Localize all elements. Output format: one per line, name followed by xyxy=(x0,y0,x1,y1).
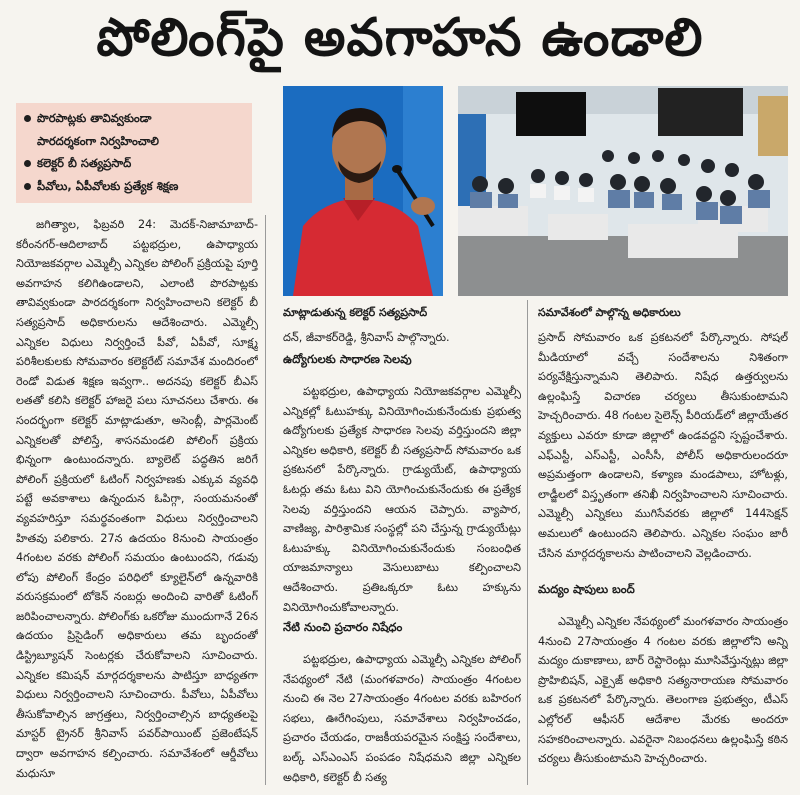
subheading-holiday: ఉద్యోగులకు సాధారణ సెలవు xyxy=(283,352,412,366)
article-column-2-lead xyxy=(283,328,521,350)
highlight-item: పారదర్శకంగా నిర్వహించాలి xyxy=(37,133,159,148)
page-title: పోలింగ్‌పై అవగాహన ఉండాలి xyxy=(96,7,704,68)
article-column-2-b xyxy=(283,650,521,790)
article-paragraph: ఎమ్మెల్సీ ఎన్నికల నేపథ్యంలో మంగళవారం సాయంత్రం 4నుంచి 27సాయంత్రం 4 గంటల వరకు జిల్లాలోని అన్ని మద్యం దుకాణాలు, బార్ రెస్టారెంట్లు మూసివేస్తున్నట్లు జిల్లా ప్రొహిబిషన్, ఎక్సైజ్ అధికారి సత్యనారాయణ సోమవారం ఒక ప్రకటనలో పేర్కొన్నారు. తెలంగాణ ప్రభుత్వం, టీఎస్ ఎల్లోరల్ ఆఫీసర్ ఆదేశాల మేరకు అందరూ సహకరించాలన్నారు. ఎవరైనా నిబంధనలు ఉల్లంఘిస్తే కఠిన చర్యలు తీసుకుంటామని హెచ్చరించారు. xyxy=(538,615,788,766)
column-divider xyxy=(527,300,528,785)
subheading-campaign-ban: నేటి నుంచి ప్రచారం నిషేధం xyxy=(283,620,403,634)
column-divider xyxy=(265,215,266,785)
article-column-3 xyxy=(538,328,788,578)
meeting-photo xyxy=(458,86,788,296)
bullet-icon xyxy=(24,183,31,190)
article-column-2 xyxy=(283,382,521,616)
highlight-item: పొరపాట్లకు తావివ్వకుండా xyxy=(24,107,246,130)
article-column-1 xyxy=(16,215,258,785)
article-paragraph: పట్టభద్రుల, ఉపాధ్యాయ ఎమ్మెల్సీ ఎన్నికల పోలింగ్ నేపథ్యంలో నేటి (మంగళవారం) సాయంత్రం 4గంటల నుంచి ఈ నెల 27సాయంత్రం 4గంటల వరకు బహిరంగ సభలు, ఊరేగింపులు, సమావేశాలు నిర్వహించడం, ప్రచారం చేయడం, రాజకీయపరమైన సంక్షిప్త సందేశాలు, బల్క్ ఎస్ఎంఎస్ పంపడం నిషేధమని జిల్లా ఎన్నికల అధికారి, కలెక్టర్ బీ సత్య xyxy=(283,653,521,784)
collector-photo xyxy=(283,86,443,296)
collector-illustration xyxy=(283,86,443,296)
article-paragraph: దన్, జీవాకర్‌రెడ్డి, శ్రీనివాస్ పాల్గొన్నారు. xyxy=(283,331,450,344)
photo-caption-left: మాట్లాడుతున్న కలెక్టర్ సత్యప్రసాద్ xyxy=(283,306,428,319)
photo-caption-right: సమావేశంలో పాల్గొన్న అధికారులు xyxy=(538,306,681,319)
article-column-3-b xyxy=(538,612,788,790)
article-paragraph: పట్టభద్రుల, ఉపాధ్యాయ నియోజకవర్గాల ఎమ్మెల్సీ ఎన్నికల్లో ఓటుహక్కు వినియోగించుకునేందుకు ప్రభుత్వ ఉద్యోగులకు ప్రత్యేక సాధారణ సెలవు వర్తిస్తుందని జిల్లా ఎన్నికల అధికారి, కలెక్టర్ బీ సత్యప్రసాద్ సోమవారం ఒక ప్రకటనలో పేర్కొన్నారు. గ్రాడ్యుయేట్, ఉపాధ్యాయ ఓటర్లు తమ ఓటు విని యోగించుకునేందుకు ఈ ప్రత్యేక సెలవు వర్తిస్తుందని ఆయన చెప్పారు. వ్యాపార, వాణిజ్య, పారిశ్రామిక సంస్థల్లో పని చేస్తున్న గ్రాడ్యుయేట్లు ఓటుహక్కు వినియోగించుకునేందుకు సంబంధిత యాజమాన్యాలు వెసులుబాటు కల్పించాలని ఆదేశించారు. ప్రతిఒక్కరూ ఓటు హక్కును వినియోగించుకోవాలన్నారు. xyxy=(283,385,521,614)
article-paragraph: జగిత్యాల, ఫిబ్రవరి 24: మెదక్‌-నిజామాబాద్‌-కరీంనగర్‌-ఆదిలాబాద్ పట్టభద్రుల, ఉపాధ్యాయ నియోజకవర్గాల ఎమ్మెల్సీ ఎన్నికల పోలింగ్ ప్రక్రియపై పూర్తి అవగాహన కలిగిఉండాలని, ఎలాంటి పొరపాట్లకు తావివ్వకుండా పారదర్శకంగా నిర్వహించాలని కలెక్టర్ బీ సత్యప్రసాద్ అధికారులను ఆదేశించారు. ఎమ్మెల్సీ ఎన్నికల విధులు నిర్వర్తించే పీవో, ఏపీవో, సూక్ష్మ పరిశీలకులకు సోమవారం కలెక్టరేట్ సమావేశ మందిరంలో రెండో విడుత శిక్షణ ఇవ్వగా.. అదనపు కలెక్టర్ బీఎస్ లతతో కలిసి కలెక్టర్ హాజరై పలు సూచనలు చేశారు. ఈ సందర్భంగా కలెక్టర్ మాట్లాడుతూ, అసెంబ్లీ, పార్లమెంట్ ఎన్నికలతో పోలిస్తే, శాసనమండలి పోలింగ్ ప్రక్రియ భిన్నంగా ఉంటుందన్నారు. బ్యాలెట్ పద్ధతిన జరిగే పోలింగ్ ప్రక్రియలో ఓటింగ్ నిర్వహణకు ఎక్కువ వ్యవధి పట్టే అవకాశాలు ఉన్నందున ఓపిగ్గా, సంయమనంతో వ్యవహరిస్తూ సమర్థవంతంగా విధులు నిర్వర్తించాలని హితవు పలికారు. 27న ఉదయం 8నుంచి సాయంత్రం 4గంటల వరకు పోలింగ్ సమయం ఉంటుందని, గడువు లోపు పోలింగ్ కేంద్రం పరిధిలో క్యూలైన్‌లో ఉన్నవారికి వరుసక్రమంలో టోకెన్ నంబర్లు అందించి వారితో ఓటింగ్ జరిపించాలన్నారు. పోలింగ్‌కు ఒకరోజు ముందుగానే 26న ఉదయం ప్రిసైడింగ్ అధికారులు తమ బృందంతో డిస్ట్రిబ్యూషన్ సెంటర్లకు చేరుకోవాలని సూచించారు. ఎన్నికల కమిషన్ మార్గదర్శకాలను పాటిస్తూ బాధ్యతగా విధులు నిర్వర్తించాలని సూచించారు. పీవోలు, ఏపీవోలు తీసుకోవాల్సిన జాగ్రత్తలు, నిర్వర్తించాల్సిన బాధ్యతలపై మాస్టర్ ట్రైనర్ శ్రీనివాస్ పవర్‌పాయింట్ ప్రజెంటేషన్ ద్వారా అవగాహన కల్పించారు. సమావేశంలో ఆర్డీవోలు మధుసూ xyxy=(16,218,258,780)
highlight-item: పీవోలు, ఏపీవోలకు ప్రత్యేక శిక్షణ xyxy=(24,175,246,198)
meeting-hall-illustration xyxy=(458,86,788,296)
bullet-icon xyxy=(24,115,31,122)
article-paragraph: ప్రసాద్ సోమవారం ఒక ప్రకటనలో పేర్కొన్నారు. సోషల్ మీడియాలో వచ్చే సందేశాలను నిశితంగా పర్యవేక్షిస్తున్నామని తెలిపారు. నిషేధ ఉత్తర్వులను ఉల్లంఘిస్తే విచారణ చర్యలు తీసుకుంటామని హెచ్చరించారు. 48 గంటల సైలెన్స్ పీరియడ్‌లో జిల్లాయేతర వ్యక్తులు ఎవరూ కూడా జిల్లాలో ఉండవద్దని స్పష్టంచేశారు. ఎఫ్ఎస్టీ, ఎస్ఎస్టీ, ఎంసీసీ, పోలీస్ అధికారులందరూ అప్రమత్తంగా ఉండాలని, కళ్యాణ మండపాలు, హోటళ్లు, లాడ్జీలలో విస్తృతంగా తనిఖీ నిర్వహించాలని సూచించారు. ఎమ్మెల్సీ ఎన్నికలు ముగిసేవరకు జిల్లాలో 144సెక్షన్ అమలులో ఉంటుందని తెలిపారు. ఎన్నికల సంఘం జారీ చేసిన మార్గదర్శకాలను పాటించాలని వెల్లడించారు. xyxy=(538,331,788,560)
subheading-liquor-shops: మద్యం షాపులు బంద్ xyxy=(538,582,635,596)
highlight-item: కలెక్టర్ బీ సత్యప్రసాద్ xyxy=(24,152,246,175)
bullet-icon xyxy=(24,160,31,167)
highlights-box xyxy=(16,103,252,203)
